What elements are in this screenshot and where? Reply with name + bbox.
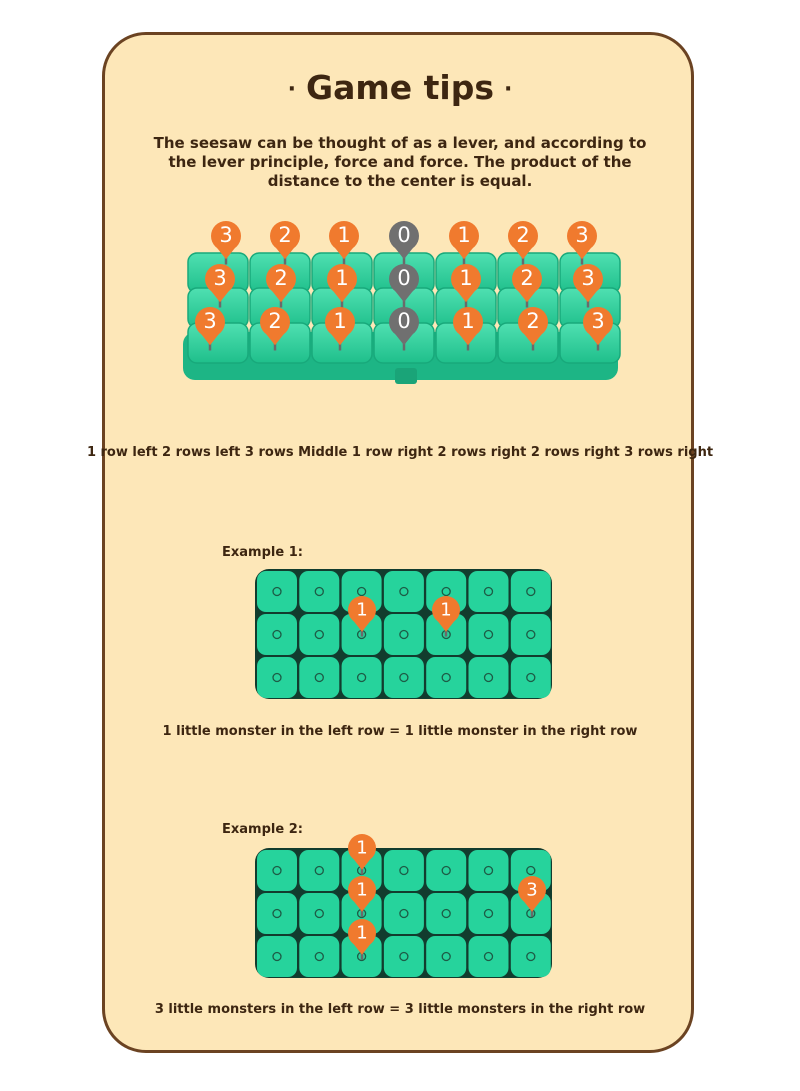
seesaw-pin-label: 1 <box>337 223 351 247</box>
grid-tile <box>342 657 382 698</box>
seesaw-pin-label: 2 <box>274 266 288 290</box>
grid-tile <box>299 657 339 698</box>
seesaw-pin-label: 0 <box>397 266 411 290</box>
example2-pin-label: 1 <box>356 837 368 859</box>
grid-tile <box>426 893 466 934</box>
seesaw-pin-label: 2 <box>268 309 282 333</box>
seesaw-center-tab <box>395 368 417 384</box>
seesaw-pin-label: 3 <box>581 266 595 290</box>
example1-pin-label: 1 <box>356 599 368 621</box>
grid-tile <box>469 893 509 934</box>
grid-tile <box>469 571 509 612</box>
seesaw-pin-label: 2 <box>516 223 530 247</box>
example1-caption: 1 little monster in the left row = 1 little monster in the right row <box>162 724 638 739</box>
seesaw-pin-label: 2 <box>278 223 292 247</box>
grid-tile <box>299 571 339 612</box>
example2-grid <box>255 834 552 978</box>
grid-tile <box>469 614 509 655</box>
seesaw-pin-label: 1 <box>459 266 473 290</box>
grid-tile <box>384 571 424 612</box>
grid-tile <box>384 657 424 698</box>
grid-tile <box>299 614 339 655</box>
grid-tile <box>299 893 339 934</box>
grid-tile <box>469 850 509 891</box>
seesaw-pin-label: 3 <box>575 223 589 247</box>
seesaw-pin-label: 2 <box>520 266 534 290</box>
example1-pin-label: 1 <box>440 599 452 621</box>
grid-tile <box>257 893 297 934</box>
grid-tile <box>299 850 339 891</box>
grid-tile <box>469 657 509 698</box>
example2-label: Example 2: <box>222 822 303 837</box>
grid-tile <box>257 850 297 891</box>
grid-tile <box>426 850 466 891</box>
example2-caption: 3 little monsters in the left row = 3 little monsters in the right row <box>154 1002 646 1017</box>
seesaw-pin-label: 3 <box>591 309 605 333</box>
grid-tile <box>299 936 339 977</box>
intro-text: The seesaw can be thought of as a lever, and according to the lever principle, force and force. The product of the distance to the center is equal. <box>153 134 647 190</box>
seesaw-pin-label: 3 <box>219 223 233 247</box>
example2-pin-label: 1 <box>356 879 368 901</box>
seesaw-pin-label: 1 <box>457 223 471 247</box>
grid-tile <box>469 936 509 977</box>
grid-tile <box>511 571 551 612</box>
grid-tile <box>384 936 424 977</box>
grid-tile <box>257 657 297 698</box>
grid-tile <box>257 614 297 655</box>
seesaw-pin-label: 3 <box>203 309 217 333</box>
grid-tile <box>511 614 551 655</box>
title-dot-right: · <box>503 77 513 102</box>
row-labels: 1 row left 2 rows left 3 rows Middle 1 row right 2 rows right 2 rows right 3 rows right <box>86 445 714 460</box>
seesaw-board <box>183 221 620 384</box>
example1-label: Example 1: <box>222 545 303 560</box>
grid-tile <box>384 850 424 891</box>
grid-tile <box>511 657 551 698</box>
grid-tile <box>511 936 551 977</box>
seesaw-pin-label: 2 <box>526 309 540 333</box>
example2-pin-label: 3 <box>526 879 538 901</box>
grid-tile <box>384 614 424 655</box>
grid-tile <box>257 936 297 977</box>
example1-grid <box>255 569 552 699</box>
grid-tile <box>426 657 466 698</box>
seesaw-pin-label: 3 <box>213 266 227 290</box>
seesaw-pin-label: 0 <box>397 309 411 333</box>
grid-tile <box>426 936 466 977</box>
seesaw-pin-label: 1 <box>333 309 347 333</box>
grid-tile <box>257 571 297 612</box>
seesaw-pin-label: 0 <box>397 223 411 247</box>
title-text: Game tips <box>306 68 494 107</box>
seesaw-pin-label: 1 <box>335 266 349 290</box>
grid-tile <box>384 893 424 934</box>
title-dot-left: · <box>287 77 297 102</box>
example2-pin-label: 1 <box>356 922 368 944</box>
seesaw-pin-label: 1 <box>461 309 475 333</box>
